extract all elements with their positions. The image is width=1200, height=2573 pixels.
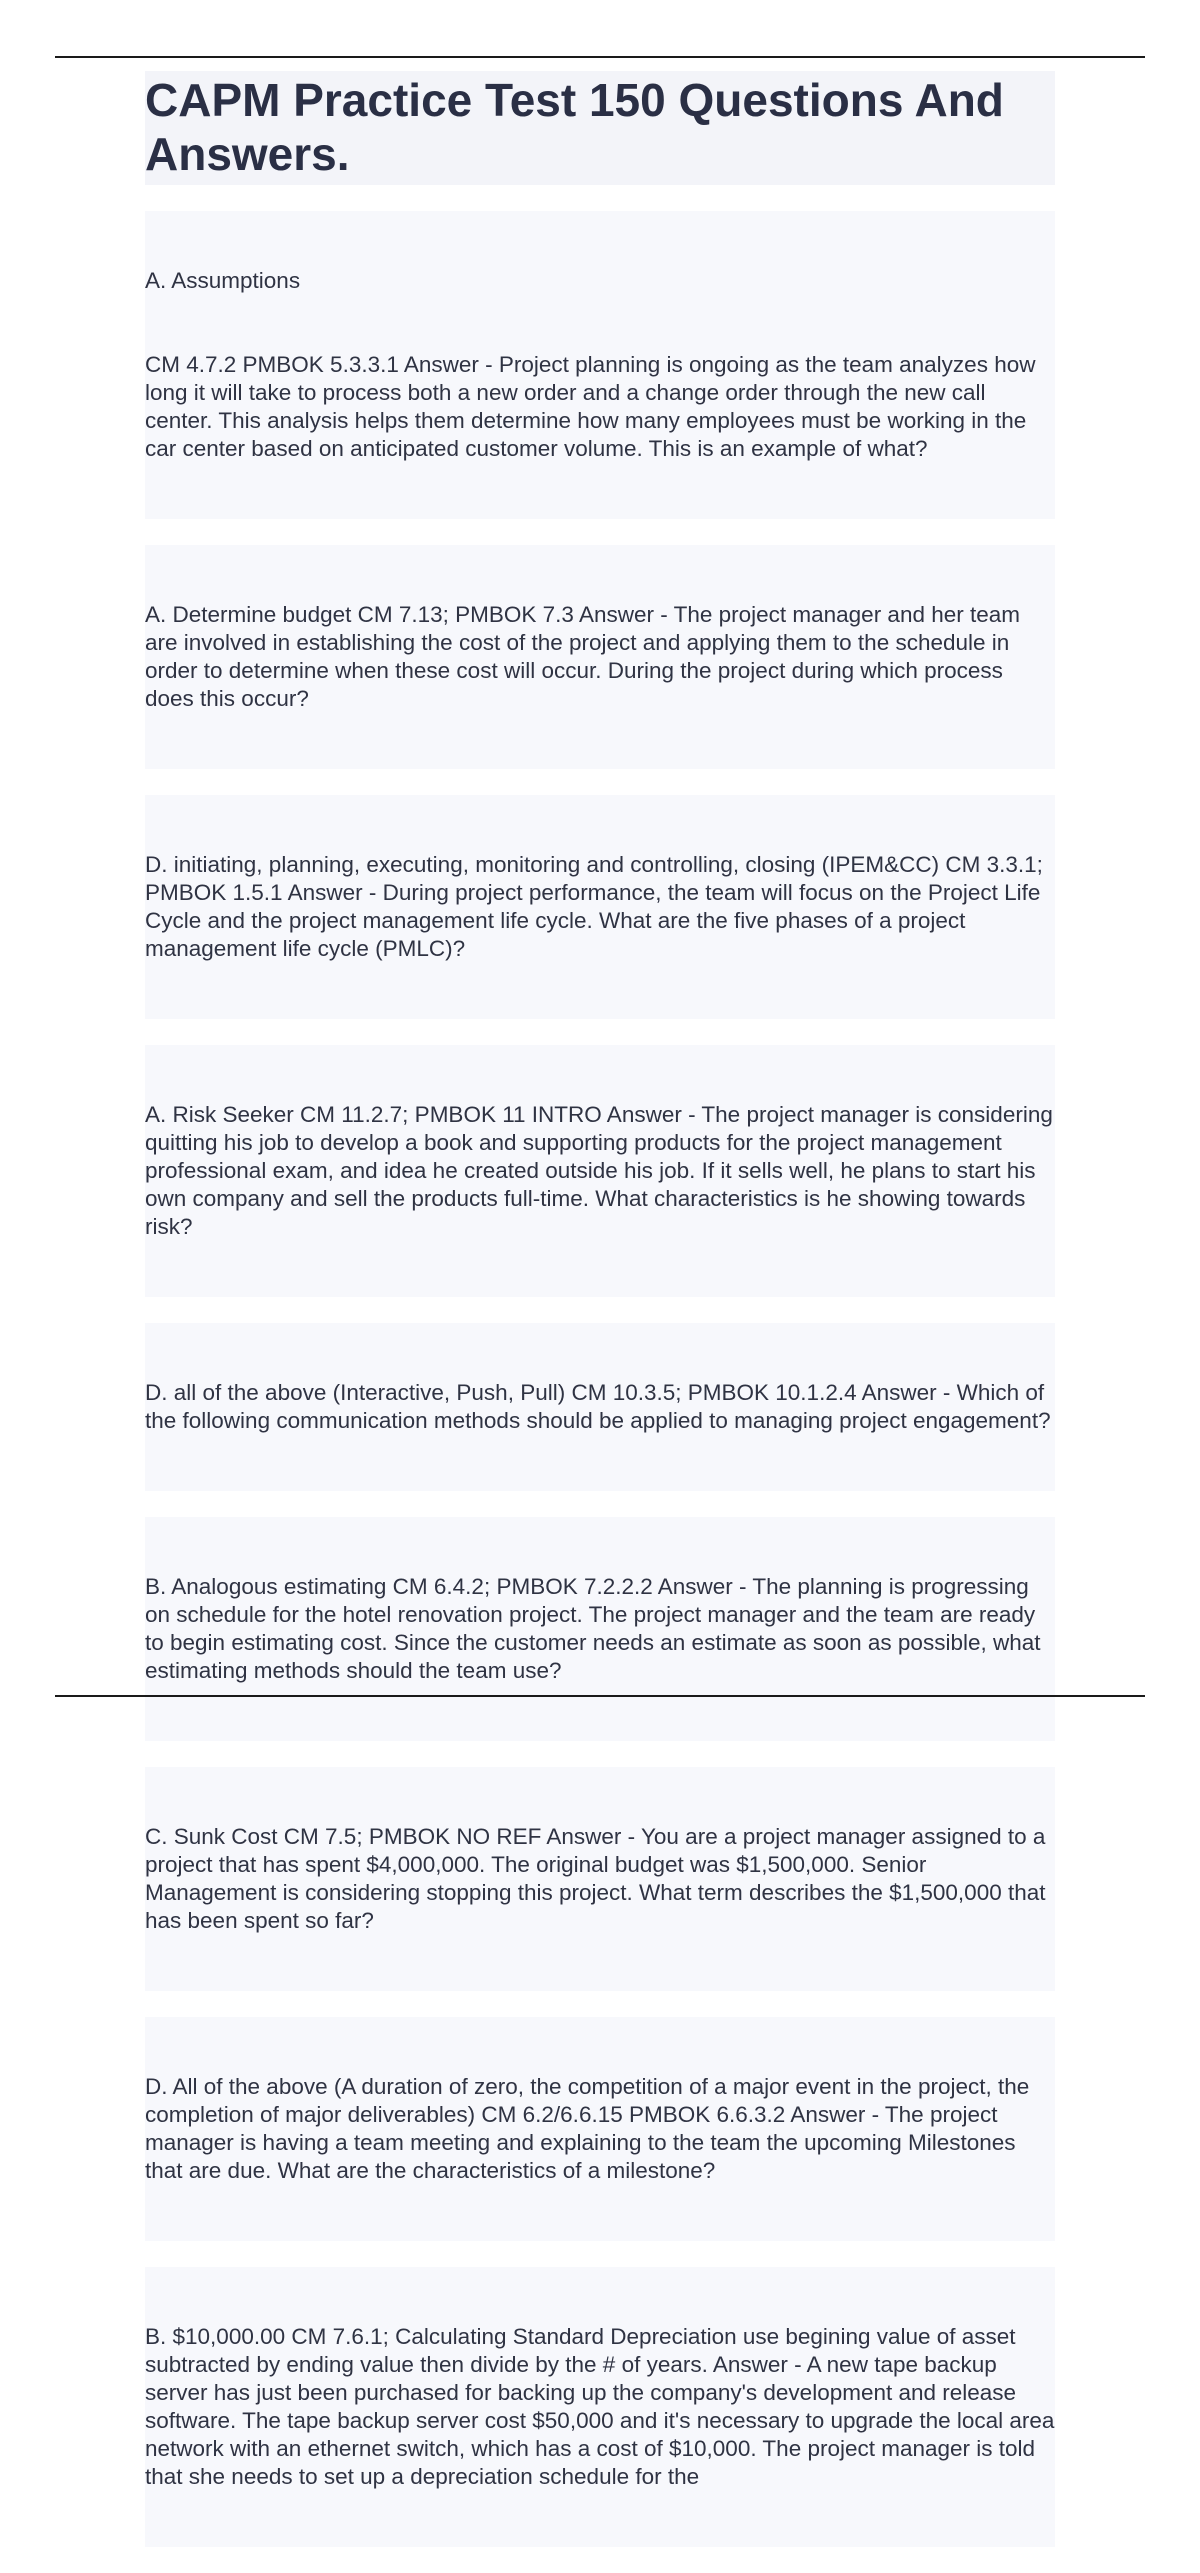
title-block <box>145 71 1055 185</box>
qa-entry-text: A. Risk Seeker CM 11.2.7; PMBOK 11 INTRO Answer - The project manager is considering quitting his job to develop a book and supporting products for the project management professional exam, and idea he created outside his job. If it sells well, he plans to start his own company and sell the products full-time. What characteristics is he showing towards risk? <box>145 1102 1060 1239</box>
qa-entry <box>145 211 1055 519</box>
qa-entry-text: D. All of the above (A duration of zero, the competition of a major event in the project, the completion of major deliverables) CM 6.2/6.6.15 PMBOK 6.6.3.2 Answer - The project manager is having a team meeting and explaining to the team the upcoming Milestones that are due. What are the characteristics of a milestone? <box>145 2074 1036 2183</box>
bottom-rule <box>55 1695 1145 1697</box>
qa-entry-text: A. Assumptions <box>145 268 301 293</box>
qa-entry-text: D. all of the above (Interactive, Push, Pull) CM 10.3.5; PMBOK 10.1.2.4 Answer - Which of the following communication methods should be applied to managing project engagement? <box>145 1380 1051 1433</box>
qa-entry-text: C. Sunk Cost CM 7.5; PMBOK NO REF Answer - You are a project manager assigned to a project that has spent $4,000,000. The original budget was $1,500,000. Senior Management is considering stopping this project. What term describes the $1,500,000 that has been spent so far? <box>145 1824 1052 1933</box>
qa-entry-text: D. initiating, planning, executing, monitoring and controlling, closing (IPEM&CC) CM 3.3.1; PMBOK 1.5.1 Answer - During project performance, the team will focus on the Project Life Cycle and the project management life cycle. What are the five phases of a project management life cycle (PMLC)? <box>145 852 1050 961</box>
qa-entry <box>145 545 1055 769</box>
qa-entry <box>145 1045 1060 1297</box>
qa-entry <box>145 795 1055 1019</box>
top-rule <box>55 56 1145 58</box>
qa-entry <box>145 2267 1061 2547</box>
qa-entry <box>145 1323 1055 1491</box>
qa-entry-text: B. $10,000.00 CM 7.6.1; Calculating Standard Depreciation use begining value of asset subtracted by ending value then divide by the # of years. Answer - A new tape backup server has just been purchased for backing up the company's development and release software. The tape backup server cost $50,000 and it's necessary to upgrade the local area network with an ethernet switch, which has a cost of $10,000. The project manager is told that she needs to set up a depreciation schedule for the <box>145 2324 1061 2489</box>
qa-entry-text: CM 4.7.2 PMBOK 5.3.3.1 Answer - Project planning is ongoing as the team analyzes how long it will take to process both a new order and a change order through the new call center. This analysis helps them determine how many employees must be working in the car center based on anticipated customer volume. This is an example of what? <box>145 352 1042 461</box>
qa-entry <box>145 1767 1055 1991</box>
document-title: CAPM Practice Test 150 Questions And Answers. <box>145 74 1004 180</box>
qa-entry <box>145 1517 1055 1741</box>
qa-entry-text: B. Analogous estimating CM 6.4.2; PMBOK 7.2.2.2 Answer - The planning is progressing on schedule for the hotel renovation project. The project manager and the team are ready to begin estimating cost. Since the customer needs an estimate as soon as possible, what estimating methods should the team use? <box>145 1574 1047 1683</box>
qa-entry <box>145 2017 1055 2241</box>
document-body <box>145 71 1061 2573</box>
qa-entry-text: A. Determine budget CM 7.13; PMBOK 7.3 Answer - The project manager and her team are involved in establishing the cost of the project and applying them to the schedule in order to determine when these cost will occur. During the project during which process does this occur? <box>145 602 1027 711</box>
